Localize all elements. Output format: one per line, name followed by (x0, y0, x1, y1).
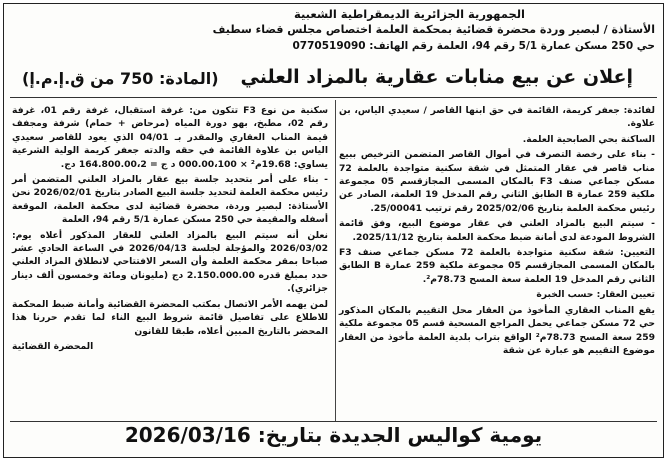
paragraph: تعيين العقار: حسب الخبرة (536, 289, 655, 301)
paragraph: سكنية من نوع F3 تتكون من: غرفة استقبال، غرفة رقم 01، غرفة رقم 02، مطبخ، بهو دورة المياه (مرحاض + حمام) شرفة ومجفف قيمة المناب العقاري والمقدر بـ 04/01 الذي يعود للقاصر سعيدي الياس بن علاوة القائمة في حقه والدته جعفر كريمة الولية الشرعية يساوي: 19.68م² × 000.00،100 د ج = 164.800.00،2 دج. (12, 105, 328, 170)
bailiff-line: الأستاذة / لبصير وردة محضرة قضائية بمحكمة العلمة اختصاص مجلس قضاء سطيف (212, 23, 655, 36)
paragraph: - سيتم البيع بالمزاد العلني في عقار موضوع البيع، وفق قائمة الشروط المودعة لدى أمانة ضبط محكمة العلمة بتاريخ 2025/11/12. (339, 218, 655, 243)
article-reference: (المادة: 750 من ق.إ.م.إ) (22, 69, 219, 88)
paragraph: يقع المناب العقاري المأخوذ من العقار محل التقييم بالمكان المذكور حي 72 مسكن جماعي يحمل المراجع المسحية قسم 05 مجموعة ملكية 259 سعة المسح 78.73م² الواقع بتراب بلدية العلمة مأخوذ من العقار موضوع التقييم هو عبارة عن شقة (339, 304, 655, 356)
paragraph: - بناء على رخصة التصرف في أموال القاصر المتضمن الترخيص ببيع مناب قاصر في عقار المتمثل في شقة سكنية متواجدة بالعلمة 72 مسكن جماعي صنف F3 بالمكان المسمى المجازقسم 05 مجموعة ملكية 259 عمارة B الطابق الثاني رقم المدخل 19 العلمة، الصادر عن رئيس محكمة العلمة بتاريخ 2025/02/06 رقم ترتيب 25/00041. (339, 149, 655, 214)
publication-date: يومية كواليس الجديدة بتاريخ: 2026/03/16 (124, 423, 543, 447)
left-column (12, 104, 328, 353)
right-column (339, 104, 655, 359)
title-row (14, 66, 653, 94)
paragraph: لمن يهمه الأمر الاتصال بمكتب المحضرة القضائية وأمانة ضبط المحكمة للاطلاع على تفاصيل قائمة شروط البيع الناء لما تقدم حررنا هذا المحضر بالتاريخ المبين أعلاه، طبقا للقانون (12, 298, 328, 337)
paragraph: - بناء على أمر بتحديد جلسة بيع عقار بالمزاد العلني المتضمن أمر رئيس محكمة العلمة لتحديد جلسة البيع الصادر بتاريخ 2026/02/01 نحن الأستاذة: لبصير وردة، محضرة قضائية لدى محكمة العلمة، الموقعة أسفله والمقيمة حي 250 مسكن عمارة 5/1 رقم 94، العلمة (12, 174, 328, 226)
publication-footer (4, 423, 663, 455)
title-divider (10, 97, 657, 98)
notice-header (212, 6, 655, 54)
republic-title: الجمهورية الجزائرية الديمقراطية الشعبية (293, 7, 525, 21)
column-divider (335, 100, 336, 421)
paragraph: نعلن أنه سيتم البيع بالمزاد العلني للعقار المذكور أعلاه يوم: 2026/03/02 والمؤجلة لجلسة 2026/04/13 في الساعة الحادي عشر صباحا بمقر محكمة العلمة وأن السعر الافتتاحي لانطلاق المزاد العلني حدد بمبلغ قدره 2.150.000.00 دج (مليونان ومائة وخمسون ألف دينار جزائري). (12, 229, 328, 295)
paragraph: الساكنة بحي الصابحية العلمة. (522, 133, 655, 145)
paragraph: لفائدة: جعفر كريمة، القائمة في حق ابنها القاصر / سعيدي الياس، بن علاوة. (339, 105, 655, 130)
legal-notice-page (3, 3, 664, 458)
notice-title: إعلان عن بيع منابات عقارية بالمزاد العلني (240, 66, 633, 88)
footer-divider (10, 421, 657, 422)
address-phone-line: حي 250 مسكن عمارة 5/1 رقم 94، العلمة رقم الهاتف: 0770519090 (292, 40, 655, 52)
paragraph: التعيين: شقة سكنية متواجدة بالعلمة 72 مسكن جماعي صنف F3 بالمكان المسمى المجازقسم 05 مجموعة ملكية 259 عمارة B الطابق الثاني رقم المدخل 19 العلمة سعة المسح 78.73م². (339, 247, 655, 285)
signature: المحضرة القضائية (12, 340, 94, 352)
